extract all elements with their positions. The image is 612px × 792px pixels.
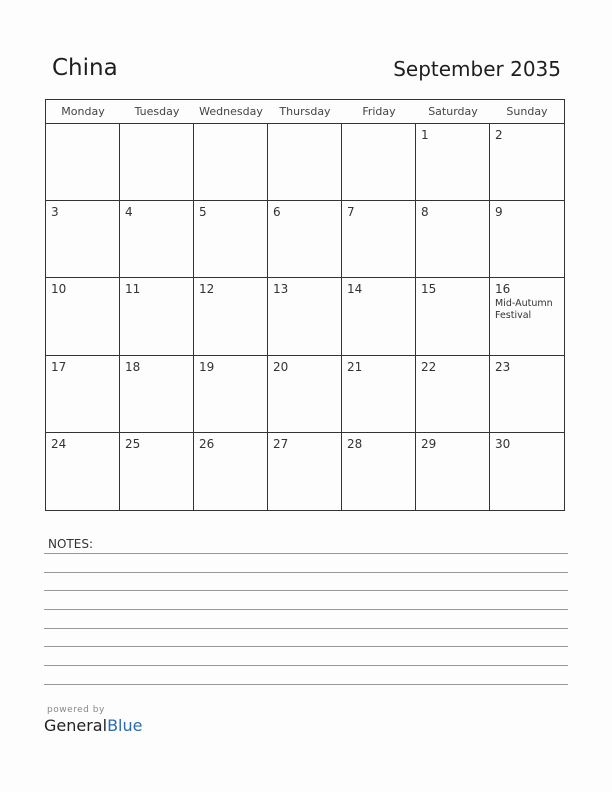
day-number: 29 [421, 436, 437, 451]
day-cell [342, 433, 416, 510]
day-number: 12 [199, 282, 215, 297]
brand-blue: Blue [107, 716, 143, 735]
day-cell [194, 278, 268, 355]
day-number: 17 [51, 359, 67, 374]
day-cell [268, 356, 342, 433]
day-cell [490, 201, 564, 278]
day-number: 23 [495, 359, 511, 374]
day-cell [46, 433, 120, 510]
day-number: 25 [125, 436, 141, 451]
notes-label: NOTES: [48, 537, 93, 551]
day-number: 30 [495, 436, 511, 451]
day-cell [342, 124, 416, 201]
day-cell [120, 201, 194, 278]
day-cell [416, 433, 490, 510]
weekday-header: Monday [46, 100, 120, 124]
day-cell [342, 278, 416, 355]
calendar-grid [45, 99, 565, 511]
notes-line [44, 553, 568, 554]
day-cell [120, 433, 194, 510]
day-cell [46, 278, 120, 355]
weekday-header: Sunday [490, 100, 564, 124]
weekday-header: Saturday [416, 100, 490, 124]
day-number: 6 [273, 205, 281, 220]
day-number: 4 [125, 205, 133, 220]
day-number: 7 [347, 205, 355, 220]
notes-line [44, 665, 568, 666]
day-cell [268, 201, 342, 278]
day-cell [416, 356, 490, 433]
notes-line [44, 609, 568, 610]
day-cell [46, 124, 120, 201]
day-cell [490, 124, 564, 201]
notes-line [44, 684, 568, 685]
day-number: 19 [199, 359, 215, 374]
day-cell [490, 433, 564, 510]
day-cell [490, 278, 564, 355]
day-cell [342, 201, 416, 278]
day-cell [416, 124, 490, 201]
day-number: 24 [51, 436, 67, 451]
day-cell [416, 278, 490, 355]
day-number: 16 [495, 282, 511, 297]
day-number: 22 [421, 359, 437, 374]
day-number: 9 [495, 205, 503, 220]
day-cell [194, 201, 268, 278]
day-cell [490, 356, 564, 433]
day-cell [194, 356, 268, 433]
day-number: 8 [421, 205, 429, 220]
day-number: 15 [421, 282, 437, 297]
notes-line [44, 572, 568, 573]
day-number: 13 [273, 282, 289, 297]
day-cell [268, 433, 342, 510]
day-cell [194, 433, 268, 510]
notes-line [44, 590, 568, 591]
weekday-header: Friday [342, 100, 416, 124]
day-number: 20 [273, 359, 289, 374]
country-title: China [52, 55, 118, 81]
day-cell [268, 124, 342, 201]
day-cell [120, 356, 194, 433]
day-number: 3 [51, 205, 59, 220]
notes-line [44, 646, 568, 647]
day-cell [120, 124, 194, 201]
day-number: 14 [347, 282, 363, 297]
weekday-header: Tuesday [120, 100, 194, 124]
brand-logo [44, 716, 142, 735]
day-cell [342, 356, 416, 433]
day-cell [46, 201, 120, 278]
day-number: 28 [347, 436, 363, 451]
day-number: 2 [495, 128, 503, 142]
day-number: 1 [421, 128, 429, 142]
day-number: 21 [347, 359, 363, 374]
day-number: 5 [199, 205, 207, 220]
month-year-title: September 2035 [393, 57, 561, 81]
powered-by-text: powered by [47, 705, 105, 715]
day-number: 10 [51, 282, 67, 297]
weekday-header: Thursday [268, 100, 342, 124]
notes-line [44, 628, 568, 629]
brand-general: General [44, 716, 108, 735]
weekday-header: Wednesday [194, 100, 268, 124]
day-number: 27 [273, 436, 289, 451]
day-number: 18 [125, 359, 141, 374]
day-number: 26 [199, 436, 215, 451]
day-cell [46, 356, 120, 433]
day-cell [194, 124, 268, 201]
day-cell [120, 278, 194, 355]
day-cell [416, 201, 490, 278]
day-number: 11 [125, 282, 141, 297]
holiday-label: Mid-Autumn Festival [495, 298, 553, 322]
day-cell [268, 278, 342, 355]
